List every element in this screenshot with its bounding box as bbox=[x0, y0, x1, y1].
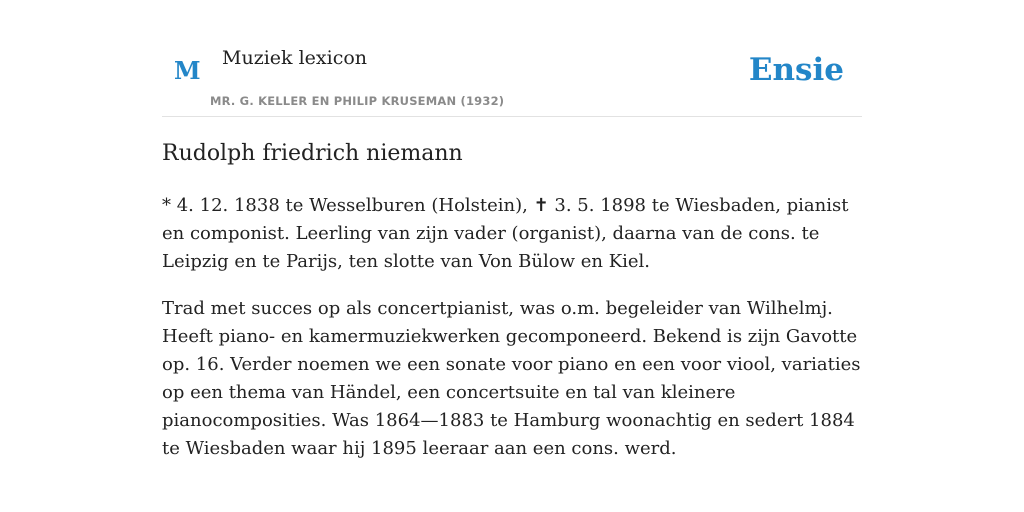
source-authors: MR. G. KELLER EN PHILIP KRUSEMAN (1932) bbox=[210, 94, 505, 108]
article-paragraph: Trad met succes op als concertpianist, was o.m. begeleider van Wilhelmj. Heeft piano- en kamermuziekwerken gecomponeerd. Bekend is zijn Gavotte op. 16. Verder noemen we een sonate voor piano en een voor viool, variaties op een thema van Händel, een concertsuite en tal van kleinere pianocomposities. Was 1864—1883 te Hamburg woonachtig en sedert 1884 te Wiesbaden waar hij 1895 leeraar aan een cons. werd. bbox=[162, 298, 861, 459]
article bbox=[162, 138, 862, 463]
source-logo[interactable]: M bbox=[174, 56, 201, 85]
source-header bbox=[162, 0, 862, 117]
article-title: Rudolph friedrich niemann bbox=[162, 141, 463, 166]
source-title[interactable]: Muziek lexicon bbox=[222, 47, 368, 69]
ensie-logo[interactable]: Ensie bbox=[748, 52, 844, 88]
article-body bbox=[162, 192, 862, 463]
article-paragraph: * 4. 12. 1838 te Wesselburen (Holstein), ✝ 3. 5. 1898 te Wiesbaden, pianist en componist. Leerling van zijn vader (organist), daarna van de cons. te Leipzig en te Parijs, ten slotte van Von Bülow en Kiel. bbox=[162, 195, 849, 272]
